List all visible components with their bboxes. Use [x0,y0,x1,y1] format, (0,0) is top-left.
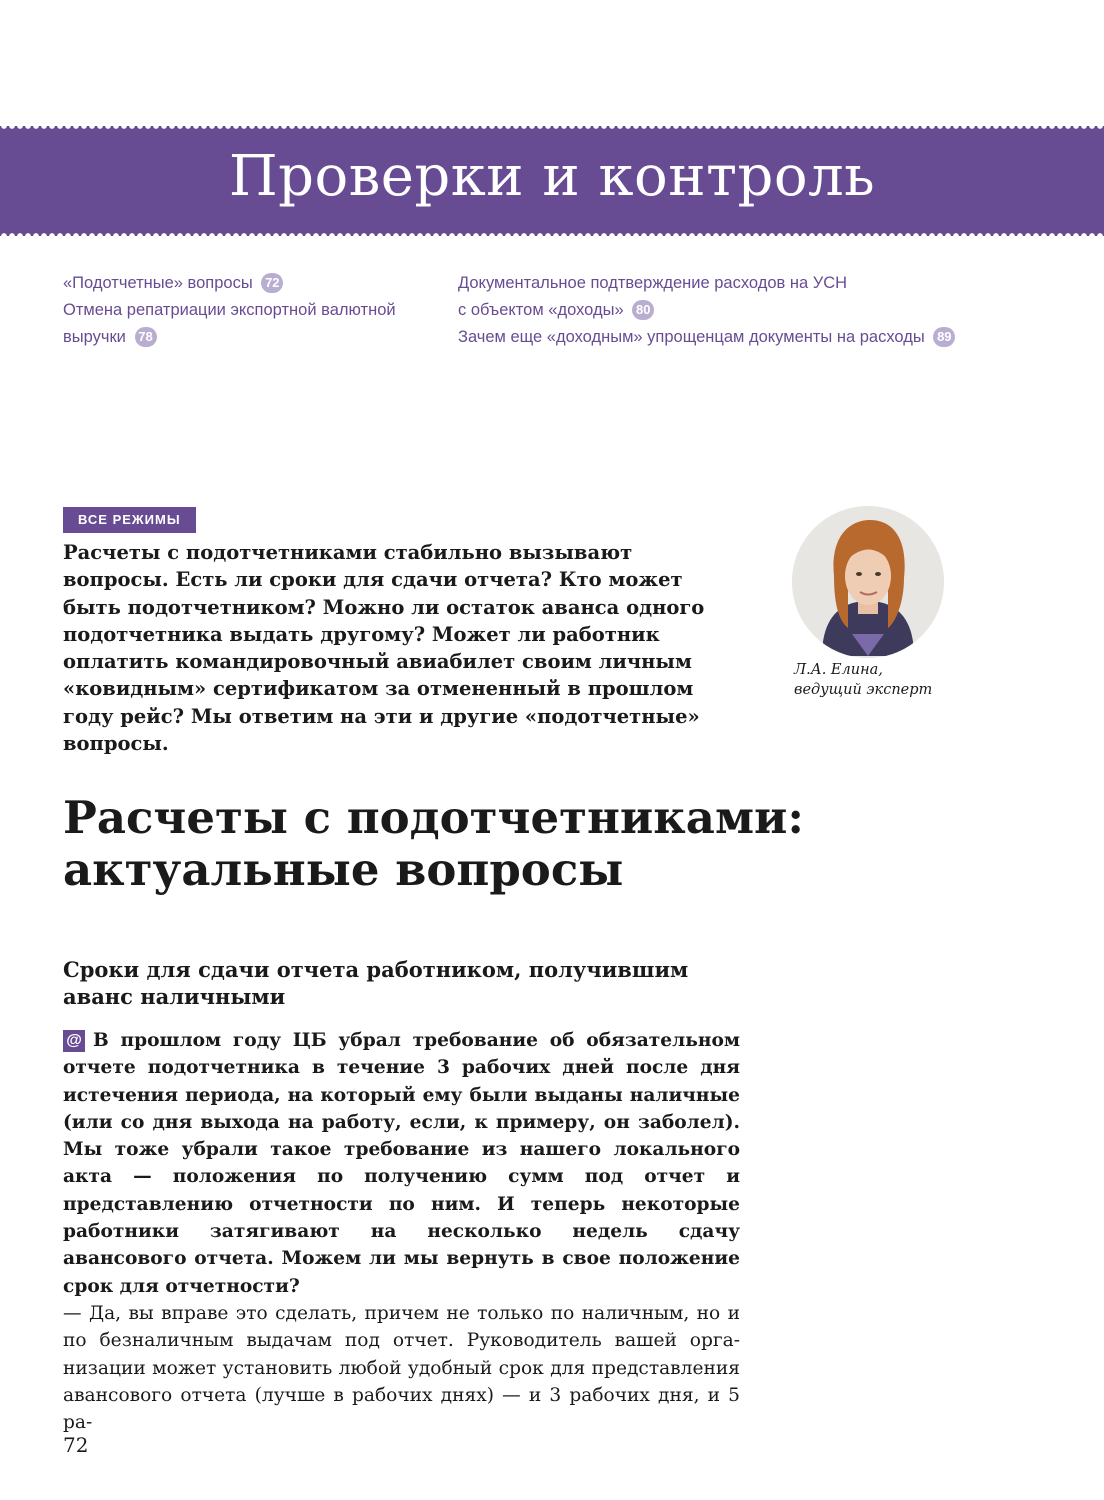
toc-item[interactable] [458,270,978,297]
article-subtitle: Сроки для сдачи отчета работником, получившим аванс наличными [63,957,689,1009]
toc-page-badge: 89 [933,327,955,347]
author-name: Л.А. Елина, [794,662,883,678]
at-sign-icon: @ [63,1030,85,1052]
toc-item-text: выручки [63,328,126,346]
toc-left-column [63,270,423,351]
toc-item[interactable] [458,324,978,351]
toc-item[interactable] [63,270,423,297]
page-number: 72 [63,1433,89,1457]
question-text: В прошлом году ЦБ убрал требование об обязательном отчете подотчетника в течение 3 рабочих дней после дня истечения периода, на который ему были выданы наличные (или со дня выхода на работу, если, к примеру, он заболел). Мы тоже убрали такое требование из нашего локального акта — положения по получению сумм под отчет и представлению отчетности по ним. И теперь некоторые работники затягивают на несколько недель сдачу авансового отчета. Можем ли мы вернуть в свое положение срок для отчетности? [63,1030,740,1297]
author-photo [792,506,944,658]
author-portrait-illustration [792,506,944,658]
author-role: ведущий эксперт [794,682,933,698]
toc-page-badge: 72 [261,273,283,293]
section-banner [0,126,1104,236]
toc-page-badge: 80 [632,300,654,320]
toc-item[interactable] [63,297,423,324]
toc-item-text: Отмена репатриации экспортной валютной [63,301,396,319]
reader-question [63,1027,740,1300]
toc-page-badge: 78 [135,327,157,347]
toc-item-text: Документальное подтверждение расходов на УСН [458,274,848,292]
article-body [63,1027,740,1436]
toc-item-text: Зачем еще «доходным» упрощенцам документы на расходы [458,328,925,346]
toc-item-text: «Подотчетные» вопросы [63,274,253,292]
article-title-line1: Расчеты с подотчетниками: [63,791,805,844]
article-title-line2: актуальные вопросы [63,843,624,896]
toc-item-text: с объектом «доходы» [458,301,624,319]
regime-tag: ВСЕ РЕЖИМЫ [63,507,196,533]
toc-right-column [458,270,978,351]
expert-answer: — Да, вы вправе это сделать, причем не только по наличным, но и по безналичным выдачам под отчет. Руководитель вашей организации может установить любой удобный срок для представления авансового отчета (лучше в рабочих днях) — и 3 рабочих дня, и 5 ра- [63,1302,740,1434]
section-title: Проверки и контроль [228,144,876,209]
toc-item[interactable] [458,297,978,324]
article-title [63,792,1023,896]
author-caption [794,660,994,700]
article-lead: Расчеты с подотчетниками стабильно вызывают вопросы. Есть ли сроки для сдачи отчета? Кто может быть подотчетником? Можно ли остаток аванса одного подотчетника выдать другому? Может ли работник оплатить командировочный авиабилет своим личным «ковидным» сертификатом за отмененный в прошлом году рейс? Мы ответим на эти и другие «подотчетные» вопросы. [63,541,705,756]
toc-item[interactable] [63,324,423,351]
